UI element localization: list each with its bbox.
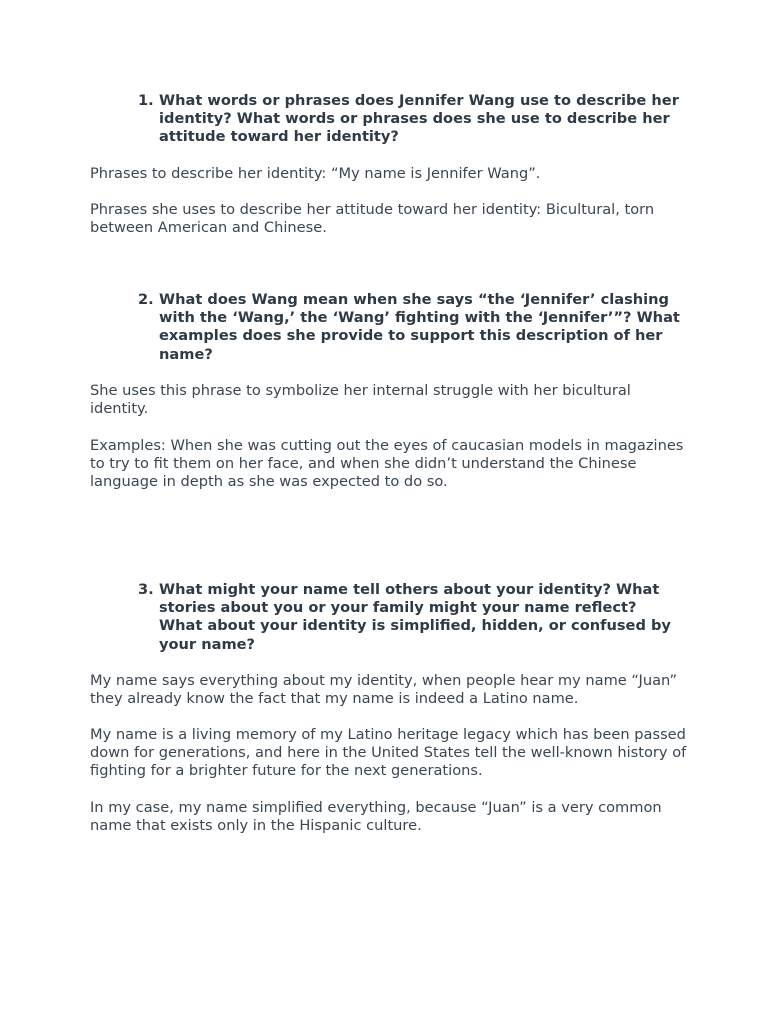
question-text: What does Wang mean when she says “the ‘Jennifer’ clashing with the ‘Wang,’ the ‘Wang’ fighting with the ‘Jennifer’”? What examples does she provide to support this description of her name? [159,291,680,363]
question-text: What might your name tell others about your identity? What stories about you or your family might your name reflect? What about your identity is simplified, hidden, or confused by your name? [159,581,671,653]
question-number: 3. [138,581,154,598]
answer-paragraph: My name says everything about my identity, when people hear my name “Juan” they already know the fact that my name is indeed a Latino name. [90,672,678,708]
answer-paragraph: My name is a living memory of my Latino heritage legacy which has been passed down for generations, and here in the United States tell the well-known history of fighting for a brighter future for the next generations. [90,726,687,780]
question-number: 1. [138,92,154,109]
answer-paragraph: Phrases to describe her identity: “My name is Jennifer Wang”. [90,165,541,182]
question-text: What words or phrases does Jennifer Wang use to describe her identity? What words or phrases does she use to describe her attitude toward her identity? [159,92,679,146]
answer-paragraph: In my case, my name simplified everything, because “Juan” is a very common name that exists only in the Hispanic culture. [90,799,662,835]
question-2 [138,291,683,364]
answer-paragraph: Examples: When she was cutting out the eyes of caucasian models in magazines to try to fit them on her face, and when she didn’t understand the Chinese language in depth as she was expected to do so. [90,437,684,491]
answer-paragraph: She uses this phrase to symbolize her internal struggle with her bicultural identity. [90,382,631,418]
answer-paragraph: Phrases she uses to describe her attitude toward her identity: Bicultural, torn between American and Chinese. [90,201,655,237]
question-1 [138,92,683,147]
question-number: 2. [138,291,154,308]
question-3 [138,581,683,654]
